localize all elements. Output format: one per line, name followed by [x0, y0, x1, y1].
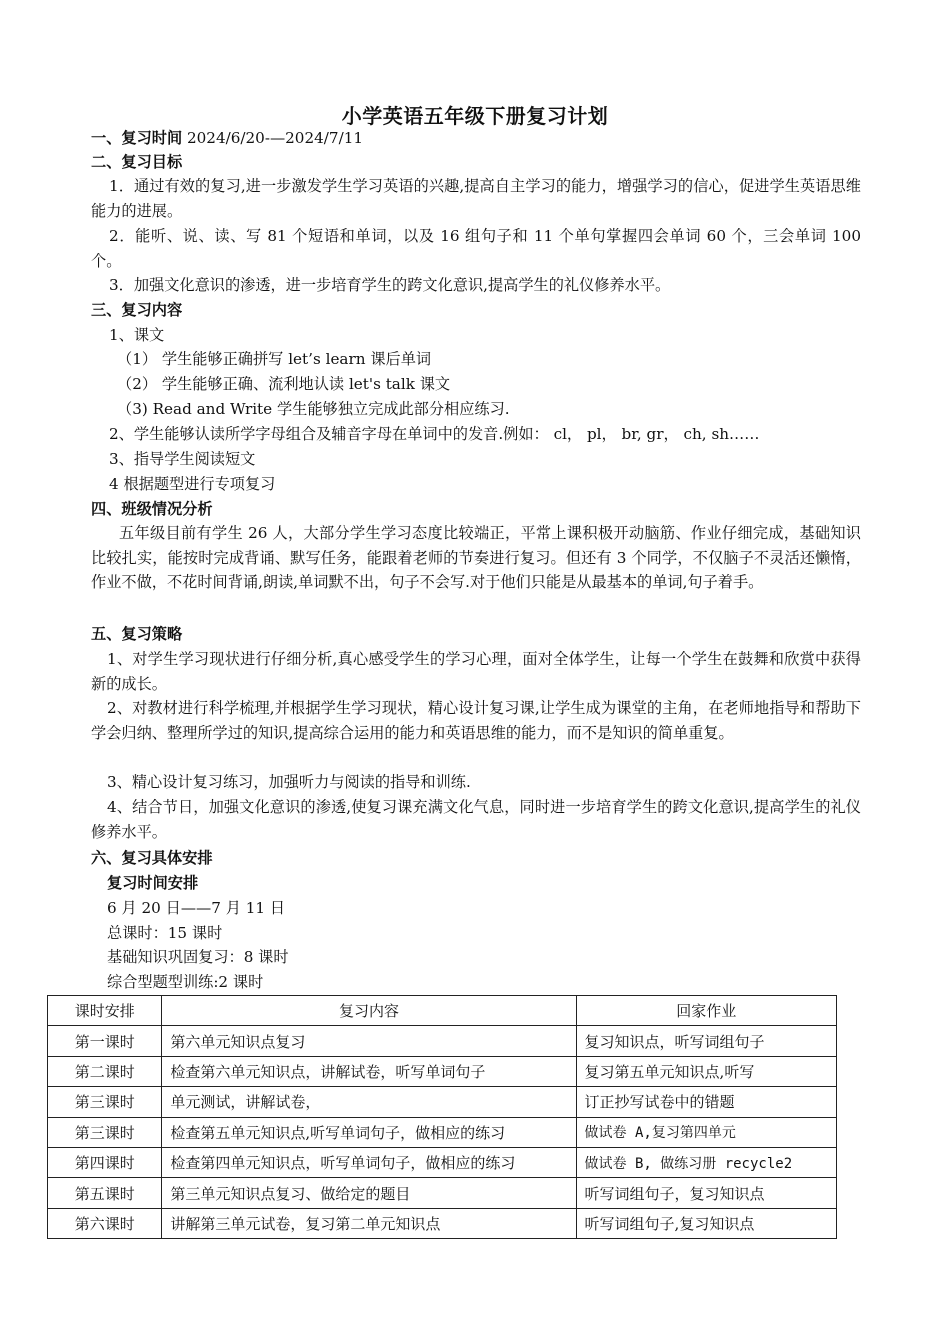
- table-header-cell: 课时安排: [48, 996, 162, 1026]
- table-cell: 第三课时: [48, 1087, 162, 1117]
- table-cell: 讲解第三单元试卷，复习第二单元知识点: [162, 1208, 576, 1238]
- table-cell: 订正抄写试卷中的错题: [576, 1087, 836, 1117]
- content-item: 4 根据题型进行专项复习: [109, 475, 276, 493]
- section-heading: 一、复习时间: [91, 129, 183, 147]
- goal-item: 3．加强文化意识的渗透，进一步培育学生的跨文化意识,提高学生的礼仪修养水平。: [109, 276, 671, 294]
- class-analysis-text: 五年级目前有学生 26 人，大部分学生学习态度比较端正，平常上课积极开动脑筋、作业仔细完成，基础知识比较扎实，能按时完成背诵、默写任务，能跟着老师的节奏进行复习。但还有 3 个同学，不仅脑子不灵活还懒惰，作业不做，不花时间背诵,朗读,单词默不出，句子不会写.对于他们只能是从最基本的单词,句子着手。: [91, 524, 861, 591]
- table-header-row: [48, 996, 837, 1026]
- table-row: [48, 1208, 837, 1238]
- table-cell: 第三单元知识点复习、做给定的题目: [162, 1178, 576, 1208]
- content-subitem: （1） 学生能够正确拼写 let’s learn 课后单词: [117, 350, 432, 368]
- table-header-cell: 复习内容: [162, 996, 576, 1026]
- table-cell: 第六单元知识点复习: [162, 1026, 576, 1056]
- table-cell: 第四课时: [48, 1147, 162, 1177]
- table-header-cell: 回家作业: [576, 996, 836, 1026]
- table-row: [48, 1117, 837, 1147]
- schedule-table: [47, 995, 837, 1239]
- section-heading: 三、复习内容: [91, 301, 183, 319]
- table-cell: 听写词组句子，复习知识点: [576, 1178, 836, 1208]
- schedule-subheading: 复习时间安排: [107, 874, 199, 892]
- table-cell: 做试卷 A,复习第四单元: [576, 1117, 836, 1147]
- content-subitem: （3) Read and Write 学生能够独立完成此部分相应练习.: [117, 400, 510, 418]
- goal-item: 2．能听、说、读、写 81 个短语和单词，以及 16 组句子和 11 个单句掌握四会单词 60 个，三会单词 100 个。: [91, 227, 861, 270]
- table-row: [48, 1056, 837, 1086]
- table-cell: 检查第六单元知识点，讲解试卷，听写单词句子: [162, 1056, 576, 1086]
- table-row: [48, 1178, 837, 1208]
- content-item: 1、课文: [109, 326, 165, 344]
- section-heading: 六、复习具体安排: [91, 849, 213, 867]
- strategy-item: 1、对学生学习现状进行仔细分析,真心感受学生的学习心理，面对全体学生，让每一个学生在鼓舞和欣赏中获得新的成长。: [91, 650, 861, 693]
- review-time-value: 2024/6/20-—2024/7/11: [182, 129, 364, 147]
- schedule-total-hours: 总课时：15 课时: [107, 924, 223, 942]
- table-cell: 复习第五单元知识点,听写: [576, 1056, 836, 1086]
- goal-item: 1．通过有效的复习,进一步激发学生学习英语的兴趣,提高自主学习的能力，增强学习的信心，促进学生英语思维能力的进展。: [91, 177, 861, 220]
- table-cell: 第六课时: [48, 1208, 162, 1238]
- table-cell: 检查第五单元知识点,听写单词句子，做相应的练习: [162, 1117, 576, 1147]
- schedule-range: 6 月 20 日——7 月 11 日: [107, 899, 286, 917]
- schedule-comprehensive-hours: 综合型题型训练:2 课时: [107, 973, 264, 991]
- section-heading: 五、复习策略: [91, 625, 183, 643]
- table-cell: 第二课时: [48, 1056, 162, 1086]
- table-cell: 第五课时: [48, 1178, 162, 1208]
- table-cell: 第一课时: [48, 1026, 162, 1056]
- strategy-item: 2、对教材进行科学梳理,并根据学生学习现状，精心设计复习课,让学生成为课堂的主角，在老师地指导和帮助下学会归纳、整理所学过的知识,提高综合运用的能力和英语思维的能力，而不是知识的简单重复。: [91, 699, 861, 742]
- table-cell: 做试卷 B, 做练习册 recycle2: [576, 1147, 836, 1177]
- strategy-item: 3、精心设计复习练习，加强听力与阅读的指导和训练.: [107, 773, 471, 791]
- table-row: [48, 1087, 837, 1117]
- strategy-item: 4、结合节日，加强文化意识的渗透,使复习课充满文化气息，同时进一步培育学生的跨文化意识,提高学生的礼仪修养水平。: [91, 798, 861, 841]
- table-cell: 单元测试，讲解试卷，: [162, 1087, 576, 1117]
- section-heading: 四、班级情况分析: [91, 500, 213, 518]
- schedule-basic-hours: 基础知识巩固复习：8 课时: [107, 948, 289, 966]
- content-item: 3、指导学生阅读短文: [109, 450, 256, 468]
- table-row: [48, 1026, 837, 1056]
- table-cell: 检查第四单元知识点，听写单词句子，做相应的练习: [162, 1147, 576, 1177]
- document-title: 小学英语五年级下册复习计划: [341, 104, 609, 128]
- content-subitem: （2） 学生能够正确、流利地认读 let's talk 课文: [117, 375, 451, 393]
- section-review-time: [91, 126, 363, 151]
- table-row: [48, 1147, 837, 1177]
- table-cell: 复习知识点，听写词组句子: [576, 1026, 836, 1056]
- section-heading: 二、复习目标: [91, 153, 183, 171]
- content-item: 2、学生能够认读所学字母组合及辅音字母在单词中的发音.例如： cl， pl， br, gr， ch, sh……: [109, 425, 760, 443]
- table-cell: 听写词组句子,复习知识点: [576, 1208, 836, 1238]
- table-cell: 第三课时: [48, 1117, 162, 1147]
